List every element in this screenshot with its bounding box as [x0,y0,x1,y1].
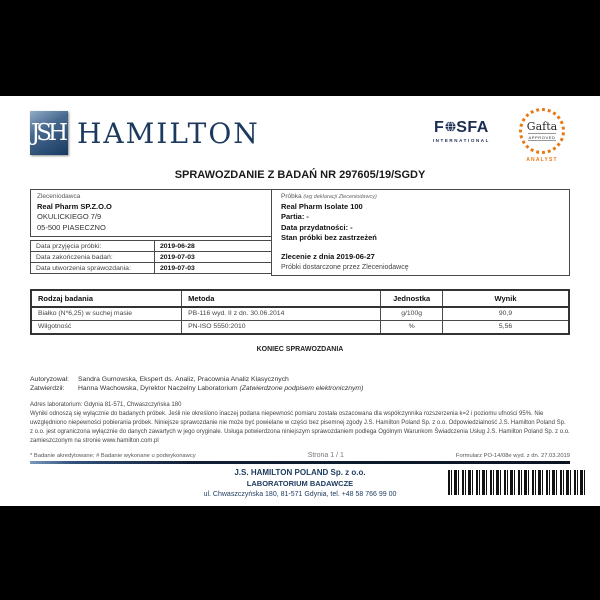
report-page [0,96,600,506]
footer-company-name: J.S. HAMILTON POLAND Sp. z o.o. [234,467,366,477]
date-value: 2019-07-03 [155,263,272,274]
results-cell: g/100g [381,307,443,321]
gafta-name: Gafta [526,119,558,133]
fosfa-text-left: F [433,119,445,136]
results-cell: PB-116 wyd. II z dn. 30.06.2014 [182,307,381,321]
lab-address: Adres laboratorium: Gdynia 81-571, Chwaszczyńska 180 [30,401,182,408]
date-value: 2019-07-03 [155,252,272,263]
results-row [31,307,569,321]
dates-table [30,240,272,274]
client-label: Zleceniodawca [37,193,81,200]
end-of-report-note: KONIEC SPRAWOZDANIA [256,345,344,353]
results-table-body [31,307,569,334]
date-label: Data zakończenia badań: [31,252,155,263]
barcode-image [448,470,588,495]
footer-meta-row [30,452,570,459]
header [30,102,570,164]
fosfa-text-right: SFA [456,119,489,136]
footer [30,468,570,499]
sample-label-note: (wg deklaracji Zleceniodawcy) [303,194,377,200]
sample-label-text: Próbka [281,193,302,200]
sample-name: Real Pharm Isolate 100 [281,201,363,211]
certification-logos [433,102,570,163]
footer-address: ul. Chwaszczyńska 180, 81-571 Gdynia, tel. +48 58 766 99 00 [203,491,397,498]
report-title: SPRAWOZDANIE Z BADAŃ NR 297605/19/SGDY [174,169,426,181]
results-column-header: Jednostka [381,290,443,307]
footer-lab-name: LABORATORIUM BADAWCZE [246,479,354,488]
dates-row [31,263,272,274]
sample-condition: Stan próbki bez zastrzeżeń [281,233,377,242]
client-column [30,189,272,276]
sample-label [281,193,560,200]
dates-table-body [31,241,272,274]
results-column-header: Metoda [182,290,381,307]
gafta-approved-label: APPROVED [528,134,556,140]
sample-box [271,189,570,276]
legal-block [30,401,570,446]
results-header-row [31,290,569,307]
info-section [30,189,570,276]
results-table [30,289,570,335]
approved-by [78,385,363,392]
fosfa-subtitle: INTERNATIONAL [432,138,490,143]
authorized-label: Autoryzował: [30,375,69,383]
client-name: Real Pharm SP.Z.O.O [37,201,112,211]
client-address-1: OKULICKIEGO 7/9 [37,212,102,221]
dates-row [31,252,272,263]
client-box [30,189,272,237]
authorization-block [30,376,570,392]
results-cell: 90,9 [443,307,569,321]
fosfa-name [433,119,490,137]
date-label: Data przyjęcia próbki: [31,241,155,252]
electronic-signature-note: (Zatwierdzone podpisem elektronicznym) [239,384,364,392]
sample-batch: Partia: - [281,212,309,221]
page-number: Strona 1 / 1 [307,451,344,459]
client-address-2: 05-500 PIASECZNO [37,222,106,232]
date-value: 2019-06-28 [155,241,272,252]
brand-name: HAMILTON [77,116,260,150]
results-cell: Białko (N*6,25) w suchej masie [31,307,182,321]
results-column-header: Rodzaj badania [31,290,182,307]
fosfa-logo [433,119,490,143]
gafta-logo [514,108,570,163]
results-cell: % [381,320,443,334]
results-column-header: Wynik [443,290,569,307]
results-cell: PN-ISO 5550:2010 [182,320,381,334]
results-cell: Wilgotność [31,320,182,334]
results-row [31,320,569,334]
jsh-monogram-icon: JSH [30,111,68,155]
dates-row [31,241,272,252]
order-date: Zlecenie z dnia 2019-06-27 [281,252,375,261]
results-cell: 5,56 [443,320,569,334]
approved-row [30,385,570,392]
gafta-analyst-label: ANALYST [526,157,558,163]
authorized-by: Sandra Gumowska, Ekspert ds. Analiz, Pracownia Analiz Klasycznych [78,375,289,383]
globe-icon [445,119,456,137]
delivery-note: Próbki dostarczone przez Zleceniodawcę [281,263,409,271]
hamilton-logo [30,111,260,155]
disclaimer-text: Wyniki odnoszą się wyłącznie do badanych próbek. Jeśli nie określono inaczej podana niepewność pomiaru została oszacowana dla współczynnika rozszerzenia k=2 i poziomu ufności 95%. Nie uwzględniono niepewności pobierania próbek. Niniejsze sprawozdanie nie może być powielane w części bez pisemnej zgody J.S. Hamilton Poland Sp. z o.o. Odpowiedzialność J.S. Hamilton Poland Sp. z o.o. jest ograniczona wyłącznie do danych zawartych w jego oryginale. Usługa potwierdzona niniejszym sprawozdaniem podlega Ogólnym Warunkom Świadczenia Usług J.S. Hamilton Poland Sp. z o.o. zamieszczonym na stronie www.hamilton.com.pl [30,410,570,444]
gafta-wreath-icon [519,108,565,154]
form-info: Formularz PO-14/08e wyd. z dn. 27.03.2019 [455,452,570,459]
approved-label: Zatwierdził: [30,384,65,392]
footer-divider [30,461,570,464]
accreditation-note: * Badanie akredytowane; # Badanie wykonane u podwykonawcy [30,452,196,459]
approved-by-name: Hanna Wachowska, Dyrektor Naczelny Laboratorium [78,384,240,392]
authorized-row [30,376,570,383]
sample-expiry: Data przydatności: - [281,222,353,232]
date-label: Data utworzenia sprawozdania: [31,263,155,274]
